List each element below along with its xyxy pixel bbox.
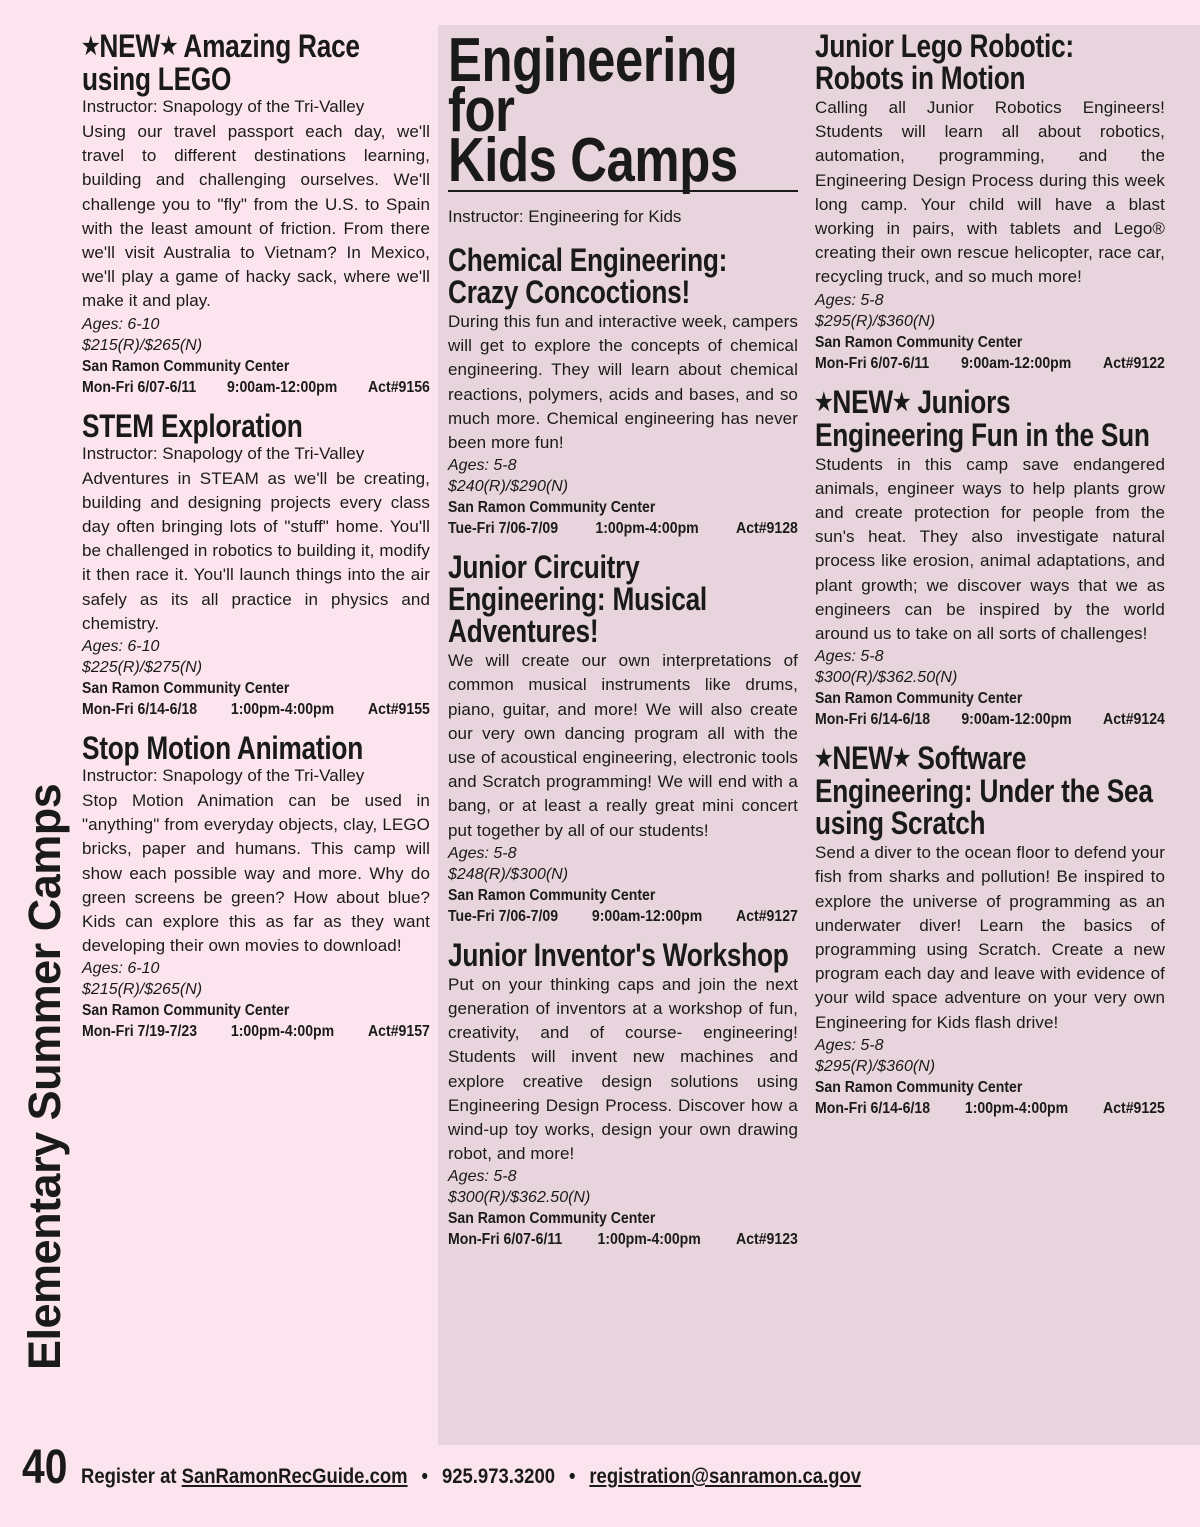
camp-schedule bbox=[448, 906, 798, 927]
new-badge: NEW bbox=[99, 28, 160, 64]
camp-listing-amazing-race bbox=[82, 30, 430, 398]
camp-title bbox=[82, 30, 430, 95]
camp-location: San Ramon Community Center bbox=[82, 680, 290, 698]
camp-ages: Ages: 5-8 bbox=[815, 1036, 884, 1054]
camp-price: $295(R)/$360(N) bbox=[815, 1057, 936, 1075]
camp-dates: Mon-Fri 6/07-6/11 bbox=[815, 354, 930, 372]
camp-price: $215(R)/$265(N) bbox=[82, 981, 203, 999]
section-instructor: Instructor: Engineering for Kids bbox=[448, 207, 682, 226]
camp-description: Calling all Junior Robotics Engineers! Students will learn all about robotics, automation, programming, and the Engineering Design Process during this week long camp. Your child will have a blast working in pairs, with tablets and Lego® creating their own rescue helicopter, race car, recycling truck, and so much more! bbox=[815, 98, 1165, 287]
camp-price: $248(R)/$300(N) bbox=[448, 865, 569, 883]
camp-price: $300(R)/$362.50(N) bbox=[815, 669, 958, 687]
camp-dates: Mon-Fri 6/14-6/18 bbox=[815, 711, 931, 729]
middle-column bbox=[448, 26, 798, 1262]
camp-title: Junior Inventor's Workshop bbox=[448, 936, 789, 973]
right-column bbox=[815, 30, 1165, 1131]
camp-activity-number: Act#9157 bbox=[368, 1023, 430, 1041]
camp-schedule bbox=[448, 1229, 798, 1250]
camp-activity-number: Act#9122 bbox=[1103, 354, 1165, 372]
camp-schedule bbox=[82, 699, 430, 720]
camp-schedule bbox=[82, 1021, 430, 1042]
camp-title bbox=[815, 383, 1165, 453]
new-badge: NEW bbox=[832, 740, 893, 777]
camp-description: Put on your thinking caps and join the next generation of inventors at a workshop of fun, creativity, and of course- engineering! Students will invent new machines and explore creative design solutions using Engineering Design Process. Discover how a wind-up toy works, design your own drawing robot, and more! bbox=[448, 974, 798, 1164]
email-link[interactable]: registration@sanramon.ca.gov bbox=[589, 1465, 862, 1488]
camp-listing-fun-in-the-sun bbox=[815, 383, 1165, 731]
bullet-separator: • bbox=[569, 1465, 576, 1488]
camp-title: Chemical Engineering: Crazy Concoctions! bbox=[448, 242, 728, 310]
side-section-title: Elementary Summer Camps bbox=[19, 783, 70, 1370]
camp-dates: Tue-Fri 7/06-7/09 bbox=[448, 520, 559, 538]
camp-dates: Mon-Fri 6/07-6/11 bbox=[448, 1231, 563, 1249]
camp-title: Junior Circuitry Engineering: Musical Adventures! bbox=[448, 549, 707, 650]
camp-dates: Mon-Fri 7/19-7/23 bbox=[82, 1023, 198, 1041]
star-icon: ★ bbox=[82, 33, 100, 60]
camp-description: During this fun and interactive week, campers will get to explore the concepts of chemical engineering. They will learn about chemical reactions, polymers, acids and bases, and so much more. Chemical engineering has never been more fun! bbox=[448, 312, 798, 453]
left-column bbox=[82, 30, 430, 1054]
section-title-line: Kids Camps bbox=[448, 126, 738, 195]
camp-listing-stem-exploration bbox=[82, 407, 430, 720]
camp-location: San Ramon Community Center bbox=[82, 1002, 290, 1020]
camp-dates: Mon-Fri 6/07-6/11 bbox=[82, 378, 197, 396]
camp-activity-number: Act#9156 bbox=[368, 378, 430, 396]
camp-time: 1:00pm-4:00pm bbox=[230, 1023, 335, 1041]
camp-dates: Tue-Fri 7/06-7/09 bbox=[448, 907, 559, 925]
camp-title: STEM Exploration bbox=[82, 407, 303, 444]
star-icon: ★ bbox=[892, 388, 911, 416]
camp-activity-number: Act#9125 bbox=[1103, 1099, 1165, 1117]
camp-price: $300(R)/$362.50(N) bbox=[448, 1189, 591, 1207]
camp-listing-chemical-engineering bbox=[448, 244, 798, 539]
camp-activity-number: Act#9124 bbox=[1103, 711, 1165, 729]
camp-ages: Ages: 5-8 bbox=[815, 648, 884, 666]
camp-title-text: Juniors Engineering Fun in the Sun bbox=[815, 383, 1150, 453]
camp-location: San Ramon Community Center bbox=[82, 357, 290, 375]
camp-description: Send a diver to the ocean floor to defend your fish from sharks and pollution! Be inspired to explore the universe of programming as an underwater diver! Learn the basics of programming using Scratch. Create a new program each day and leave with evidence of your wild space adventure on your very own Engineering for Kids flash drive! bbox=[815, 843, 1165, 1032]
register-label: Register at bbox=[81, 1465, 177, 1488]
camp-title-text: Software Engineering: Under the Sea using Scratch bbox=[815, 740, 1153, 842]
camp-listing-software-engineering bbox=[815, 742, 1165, 1119]
camp-schedule bbox=[82, 377, 430, 398]
camp-description: We will create our own interpretations of common musical instruments like drums, piano, guitar, and more! We will also create our very own dancing program all with the use of acoustical engineering, electronic tools and Scratch programming! We will end with a bang, or at least a really great mini concert put together by all of our students! bbox=[448, 651, 798, 840]
camp-listing-junior-lego-robotic bbox=[815, 30, 1165, 374]
camp-title bbox=[815, 740, 1165, 842]
camp-price: $215(R)/$265(N) bbox=[82, 336, 203, 354]
new-badge: NEW bbox=[832, 383, 893, 420]
camp-price: $225(R)/$275(N) bbox=[82, 659, 203, 677]
page-number: 40 bbox=[22, 1441, 68, 1494]
camp-activity-number: Act#9128 bbox=[736, 520, 798, 538]
camp-instructor: Instructor: Snapology of the Tri-Valley bbox=[82, 443, 365, 463]
camp-ages: Ages: 5-8 bbox=[815, 291, 884, 309]
camp-schedule bbox=[448, 518, 798, 539]
camp-instructor: Instructor: Snapology of the Tri-Valley bbox=[82, 97, 365, 116]
camp-description: Students in this camp save endangered animals, engineer ways to help plants grow and create protection for people from the sun's heat. They also investigate natural process like erosion, animal adaptations, and plant growth; we discover ways that we as engineers can be inspired by the world around us to take on all sorts of challenges! bbox=[815, 454, 1165, 644]
camp-ages: Ages: 6-10 bbox=[82, 315, 160, 333]
camp-location: San Ramon Community Center bbox=[448, 499, 656, 517]
camp-location: San Ramon Community Center bbox=[815, 333, 1023, 351]
camp-ages: Ages: 6-10 bbox=[82, 638, 160, 656]
camp-time: 1:00pm-4:00pm bbox=[964, 1099, 1069, 1117]
camp-title: Stop Motion Animation bbox=[82, 730, 363, 767]
camp-title-text: Amazing Race using LEGO bbox=[82, 28, 360, 97]
camp-description: Adventures in STEAM as we'll be creating, building and designing projects every class day often bringing lots of "stuff" home. You'll be challenged in robotics to building it, modify it then race it. You'll launch things into the air safely as its all practice in physics and chemistry. bbox=[82, 468, 430, 633]
camp-description: Stop Motion Animation can be used in "anything" from everyday objects, clay, LEGO bricks, paper and humans. This camp will show each possible way and more. Why do green screens be green? How about blue? Kids can explore this as far as they want developing their own movies to download! bbox=[82, 791, 430, 956]
camp-activity-number: Act#9127 bbox=[736, 907, 798, 925]
camp-activity-number: Act#9155 bbox=[368, 701, 430, 719]
camp-location: San Ramon Community Center bbox=[815, 1078, 1023, 1096]
camp-location: San Ramon Community Center bbox=[448, 886, 656, 904]
star-icon: ★ bbox=[892, 745, 911, 773]
camp-activity-number: Act#9123 bbox=[736, 1231, 798, 1249]
camp-location: San Ramon Community Center bbox=[448, 1210, 656, 1228]
star-icon: ★ bbox=[815, 745, 833, 773]
camp-ages: Ages: 5-8 bbox=[448, 457, 517, 475]
camp-listing-junior-inventors-workshop bbox=[448, 936, 798, 1251]
camp-price: $295(R)/$360(N) bbox=[815, 312, 936, 330]
camp-time: 9:00am-12:00pm bbox=[226, 378, 338, 396]
section-title-line: Engineering for bbox=[448, 26, 738, 145]
phone-number: 925.973.3200 bbox=[442, 1465, 556, 1488]
camp-time: 1:00pm-4:00pm bbox=[230, 701, 335, 719]
camp-ages: Ages: 6-10 bbox=[82, 960, 160, 978]
page-footer bbox=[22, 1440, 968, 1510]
bullet-separator: • bbox=[421, 1465, 429, 1488]
footer-contact-line bbox=[81, 1465, 861, 1489]
camp-location: San Ramon Community Center bbox=[815, 690, 1023, 708]
camp-dates: Mon-Fri 6/14-6/18 bbox=[82, 701, 198, 719]
star-icon: ★ bbox=[815, 388, 833, 416]
camp-time: 1:00pm-4:00pm bbox=[595, 520, 699, 538]
camp-title: Junior Lego Robotic: Robots in Motion bbox=[815, 28, 1074, 96]
camp-description: Using our travel passport each day, we'll travel to different destinations learning, building and challenging ourselves. We'll challenge you to "fly" from the U.S. to Spain with the least amount of friction. From there we'll visit Australia to Vietnam? In Mexico, we'll play a game of hacky sack, where we'll make it and play. bbox=[82, 122, 430, 311]
star-icon: ★ bbox=[159, 33, 178, 60]
camp-schedule bbox=[815, 1098, 1165, 1119]
camp-time: 1:00pm-4:00pm bbox=[597, 1231, 701, 1249]
camp-time: 9:00am-12:00pm bbox=[591, 907, 703, 925]
camp-instructor: Instructor: Snapology of the Tri-Valley bbox=[82, 766, 365, 786]
website-link[interactable]: SanRamonRecGuide.com bbox=[182, 1465, 408, 1488]
camp-dates: Mon-Fri 6/14-6/18 bbox=[815, 1099, 931, 1117]
camp-schedule bbox=[815, 353, 1165, 374]
camp-schedule bbox=[815, 709, 1165, 730]
camp-time: 9:00am-12:00pm bbox=[960, 354, 1072, 372]
camp-ages: Ages: 5-8 bbox=[448, 844, 517, 862]
camp-listing-junior-circuitry bbox=[448, 551, 798, 927]
camp-time: 9:00am-12:00pm bbox=[961, 711, 1072, 729]
camp-price: $240(R)/$290(N) bbox=[448, 478, 569, 496]
camp-listing-stop-motion bbox=[82, 732, 430, 1042]
camp-ages: Ages: 5-8 bbox=[448, 1168, 517, 1186]
section-title bbox=[448, 26, 798, 195]
